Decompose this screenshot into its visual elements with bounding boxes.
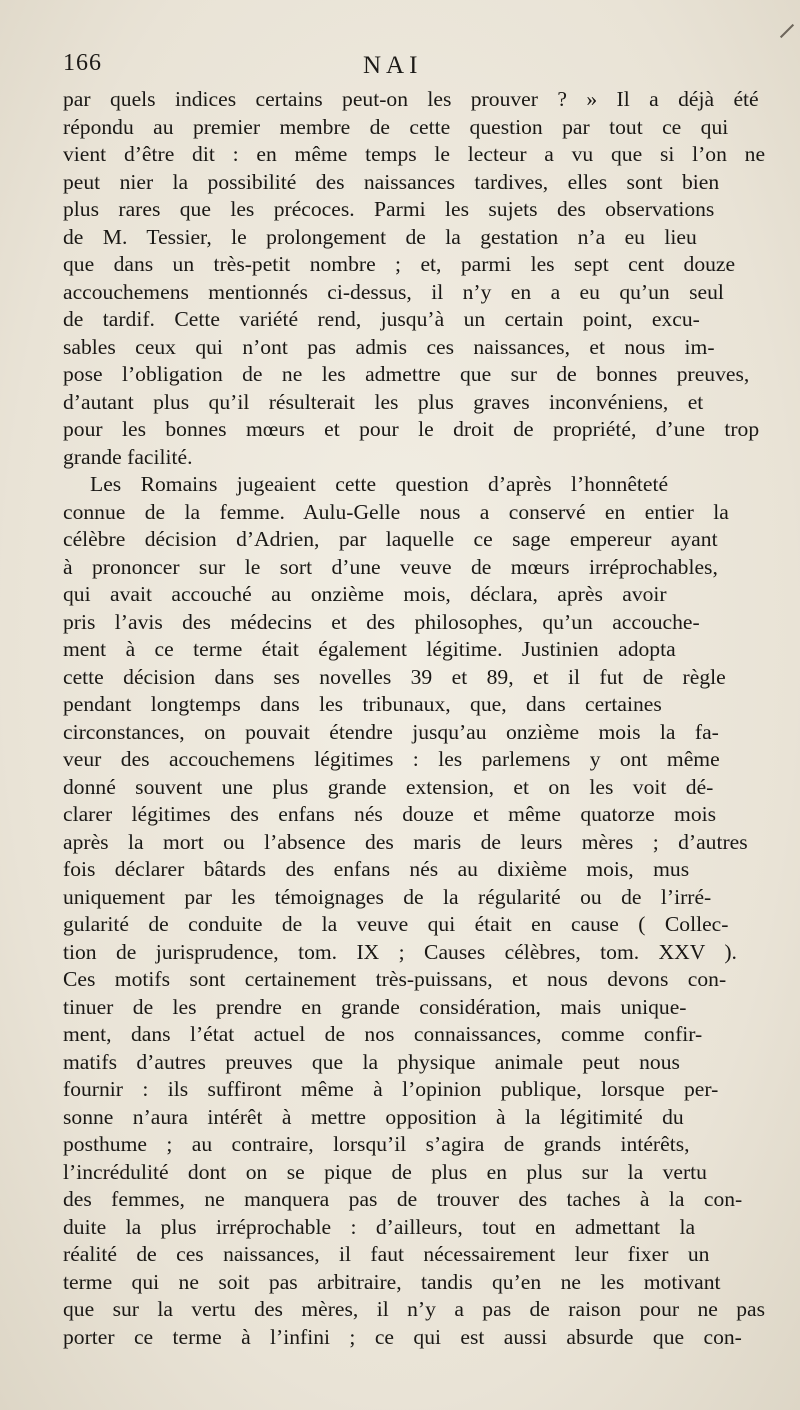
text-line: tion de jurisprudence, tom. IX ; Causes célèbres, tom. XXV ).	[63, 939, 737, 964]
text-line: Ces motifs sont certainement très-puissans, et nous devons con-	[63, 967, 727, 991]
text-line: ment à ce terme était également légitime. Justinien adopta	[63, 637, 676, 661]
text-line: par quels indices certains peut-on les prouver ? » Il a déjà été	[63, 87, 759, 111]
text-line: terme qui ne soit pas arbitraire, tandis qu’en ne les motivant	[63, 1269, 721, 1294]
text-line: clarer légitimes des enfans nés douze et même quatorze mois	[63, 802, 717, 826]
text-line: sonne n’aura intérêt à mettre opposition à la légitimité du	[63, 1104, 684, 1129]
text-line: pour les bonnes mœurs et pour le droit de propriété, d’une trop	[63, 417, 760, 441]
text-line: accouchemens mentionnés ci-dessus, il n’y en a eu qu’un seul	[63, 279, 724, 304]
text-line: cette décision dans ses novelles 39 et 89, et il fut de règle	[63, 664, 726, 689]
page-header	[63, 50, 743, 90]
text-line: circonstances, on pouvait étendre jusqu’au onzième mois la fa-	[63, 719, 719, 744]
text-line: plus rares que les précoces. Parmi les sujets des observations	[63, 197, 715, 221]
text-line: de tardif. Cette variété rend, jusqu’à un certain point, excu-	[63, 307, 700, 331]
text-line: connue de la femme. Aulu-Gelle nous a conservé en entier la	[63, 499, 729, 524]
text-line: pose l’obligation de ne les admettre que sur de bonnes preuves,	[63, 362, 750, 386]
text-line: d’autant plus qu’il résulterait les plus graves inconvéniens, et	[63, 389, 704, 414]
text-line: sables ceux qui n’ont pas admis ces naissances, et nous im-	[63, 334, 715, 359]
text-line: peut nier la possibilité des naissances tardives, elles sont bien	[63, 169, 720, 194]
text-line: gularité de conduite de la veuve qui était en cause ( Collec-	[63, 912, 729, 936]
text-line: vient d’être dit : en même temps le lecteur a vu que si l’on ne	[63, 142, 766, 166]
text-line: tinuer de les prendre en grande considération, mais unique-	[63, 994, 687, 1019]
page-number: 166	[63, 50, 102, 76]
text-line: des femmes, ne manquera pas de trouver des taches à la con-	[63, 1187, 743, 1211]
text-line: pendant longtemps dans les tribunaux, que, dans certaines	[63, 692, 662, 716]
text-line: à prononcer sur le sort d’une veuve de mœurs irréprochables,	[63, 554, 718, 579]
page-corner-mark	[780, 24, 794, 38]
text-line: veur des accouchemens légitimes : les parlemens y ont même	[63, 747, 720, 771]
text-line: de M. Tessier, le prolongement de la gestation n’a eu lieu	[63, 224, 697, 249]
text-line: posthume ; au contraire, lorsqu’il s’agira de grands intérêts,	[63, 1132, 690, 1156]
text-line: porter ce terme à l’infini ; ce qui est aussi absurde que con-	[63, 1324, 742, 1349]
text-line: fois déclarer bâtards des enfans nés au dixième mois, mus	[63, 857, 690, 881]
text-line: matifs d’autres preuves que la physique animale peut nous	[63, 1049, 680, 1074]
text-line: uniquement par les témoignages de la régularité ou de l’irré-	[63, 884, 712, 909]
text-line: qui avait accouché au onzième mois, déclara, après avoir	[63, 582, 667, 606]
text-line: répondu au premier membre de cette question par tout ce qui	[63, 114, 729, 139]
text-line: l’incrédulité dont on se pique de plus en plus sur la vertu	[63, 1159, 707, 1184]
text-line: donné souvent une plus grande extension, et on les voit dé-	[63, 774, 714, 799]
text-line: après la mort ou l’absence des maris de leurs mères ; d’autres	[63, 829, 748, 854]
text-line: duite la plus irréprochable : d’ailleurs, tout en admettant la	[63, 1214, 696, 1239]
text-line: célèbre décision d’Adrien, par laquelle ce sage empereur ayant	[63, 527, 718, 551]
text-line: grande facilité.	[63, 444, 193, 469]
text-line: pris l’avis des médecins et des philosophes, qu’un accouche-	[63, 609, 700, 634]
text-line: ment, dans l’état actuel de nos connaissances, comme confir-	[63, 1022, 703, 1046]
text-line: réalité de ces naissances, il faut nécessairement leur fixer un	[63, 1242, 710, 1266]
running-head: NAI	[363, 52, 423, 79]
text-line: fournir : ils suffiront même à l’opinion publique, lorsque per-	[63, 1077, 719, 1101]
body-text	[63, 86, 765, 1351]
text-line: que sur la vertu des mères, il n’y a pas de raison pour ne pas	[63, 1297, 766, 1321]
text-line: que dans un très-petit nombre ; et, parmi les sept cent douze	[63, 252, 736, 276]
text-line: Les Romains jugeaient cette question d’après l’honnêteté	[90, 472, 669, 496]
